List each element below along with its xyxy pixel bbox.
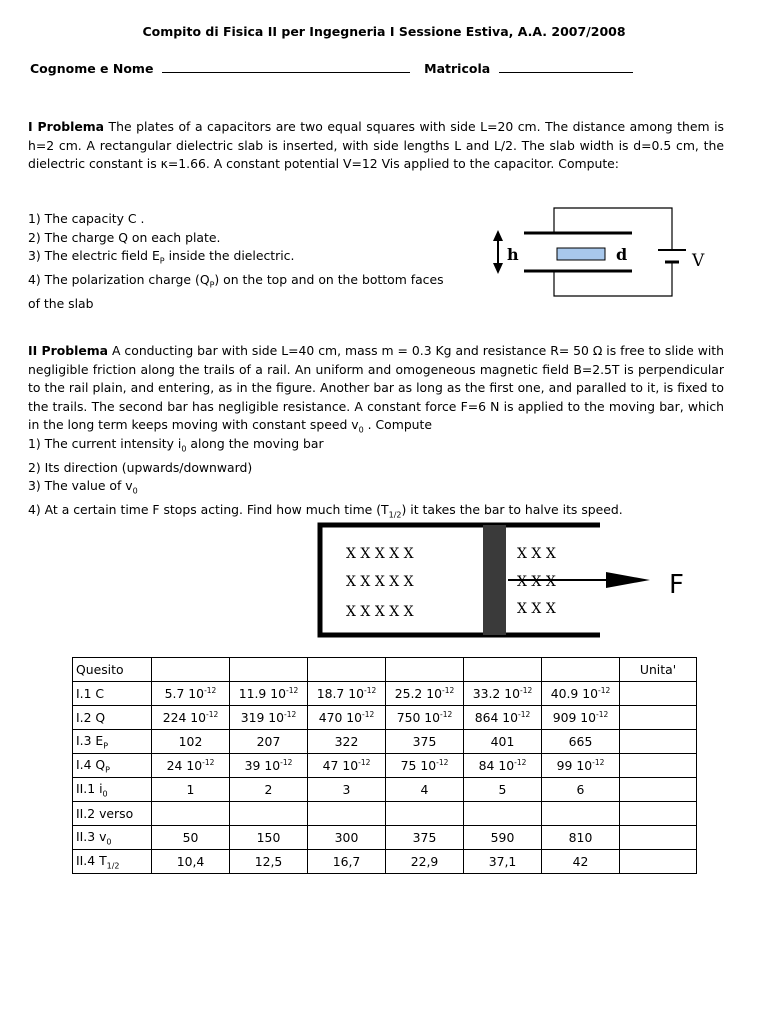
problem2-text: II Problema A conducting bar with side L=40 cm, mass m = 0.3 Kg and resistance R= 50 Ω is free to slide with negligible friction along the trails of a rail. An uniform and omogeneous magnetic field B=2.5T is perpendicular to the rail plain, and entering, as in the figure. Another bar as long as the first one, and paralled to it, is fixed to the trails. The second bar has negligible resistance. A constant force F=6 N is applied to the moving bar, which in the long term keeps moving with constant speed $v_0$ . Compute: [28, 343, 724, 435]
field-row-left-1: X X X X X: [346, 546, 414, 562]
value-cell: 50: [152, 826, 230, 850]
answer-table: [72, 657, 697, 874]
field-row-right-3: X X X: [517, 601, 556, 617]
value-cell: 18.7 $10^{-12}$: [308, 682, 386, 706]
student-info-row: [30, 60, 633, 76]
table-row: [73, 802, 697, 826]
table-header-empty: [464, 658, 542, 682]
unit-cell: [620, 850, 697, 874]
field-row-right-2: X X X: [517, 574, 556, 590]
value-cell: [464, 802, 542, 826]
value-cell: 207: [230, 730, 308, 754]
value-cell: 47 $10^{-12}$: [308, 754, 386, 778]
table-header-empty: [386, 658, 464, 682]
value-cell: 39 $10^{-12}$: [230, 754, 308, 778]
value-cell: 84 $10^{-12}$: [464, 754, 542, 778]
row-label: II.3 $v_0$: [73, 826, 152, 850]
table-header-empty: [308, 658, 386, 682]
problem1-questions: [28, 210, 478, 313]
value-cell: 909 $10^{-12}$: [542, 706, 620, 730]
capacitor-diagram: [486, 200, 726, 304]
name-field[interactable]: [162, 60, 410, 73]
problem1-text: [28, 118, 724, 174]
v-label: V: [692, 251, 705, 271]
d-label: d: [616, 245, 628, 264]
exam-title: Compito di Fisica II per Ingegneria I Sessione Estiva, A.A. 2007/2008: [142, 24, 626, 39]
dielectric-slab: [557, 248, 605, 260]
unit-cell: [620, 778, 697, 802]
problem1-q2: 2) The charge Q on each plate.: [28, 229, 221, 245]
table-row: [73, 706, 697, 730]
problem2-questions: [28, 435, 724, 525]
row-label: II.1 $i_0$: [73, 778, 152, 802]
h-arrow-down: [493, 263, 503, 274]
field-row-right-1: X X X: [517, 546, 556, 562]
problem2-q1: 1) The current intensity $i_0$ along the moving bar: [28, 436, 324, 454]
h-arrow-up: [493, 230, 503, 241]
table-row: [73, 850, 697, 874]
value-cell: [308, 802, 386, 826]
problem2-q4: 4) At a certain time F stops acting. Find how much time $(T_{1/2})$ it takes the bar to halve its speed.: [28, 502, 623, 520]
problem2-q3: 3) The value of $v_0$: [28, 478, 138, 496]
value-cell: 1: [152, 778, 230, 802]
problem1-heading: I Problema: [28, 119, 105, 134]
field-row-left-2: X X X X X: [346, 574, 414, 590]
problem1-q4-line2: of the slab: [28, 295, 94, 311]
table-row: [73, 826, 697, 850]
unit-cell: [620, 802, 697, 826]
problem2-heading: II Problema: [28, 343, 109, 358]
value-cell: 10,4: [152, 850, 230, 874]
value-cell: 150: [230, 826, 308, 850]
value-cell: [542, 802, 620, 826]
rail-diagram: [312, 520, 702, 642]
value-cell: [386, 802, 464, 826]
value-cell: 75 $10^{-12}$: [386, 754, 464, 778]
value-cell: [230, 802, 308, 826]
table-row: [73, 778, 697, 802]
value-cell: 401: [464, 730, 542, 754]
table-header-row: [73, 658, 697, 682]
value-cell: 5: [464, 778, 542, 802]
table-header-empty: [152, 658, 230, 682]
table-header-empty: [230, 658, 308, 682]
problem1-body: The plates of a capacitors are two equal squares with side L=20 cm. The distance among them is h=2 cm. A rectangular dielectric slab is inserted, with side lengths L and L/2. The slab width is d=0.5 cm, the dielectric constant is κ=1.66. A constant potential V=12 Vis applied to the capacitor. Compute:: [28, 119, 724, 171]
name-label: Cognome e Nome: [30, 61, 154, 76]
value-cell: 11.9 $10^{-12}$: [230, 682, 308, 706]
value-cell: 590: [464, 826, 542, 850]
problem1-q3: 3) The electric field $E_P$ inside the dielectric.: [28, 248, 295, 266]
value-cell: 375: [386, 826, 464, 850]
unit-cell: [620, 730, 697, 754]
problem1-q4: 4) The polarization charge $(Q_P)$ on the top and on the bottom faces: [28, 271, 444, 290]
table-header-empty: [542, 658, 620, 682]
value-cell: 42: [542, 850, 620, 874]
row-label: II.4 $T_{1/2}$: [73, 850, 152, 874]
problem2-q2: 2) Its direction (upwards/downward): [28, 459, 253, 475]
value-cell: 24 $10^{-12}$: [152, 754, 230, 778]
value-cell: 33.2 $10^{-12}$: [464, 682, 542, 706]
value-cell: 25.2 $10^{-12}$: [386, 682, 464, 706]
value-cell: 3: [308, 778, 386, 802]
row-label: II.2 verso: [73, 802, 152, 826]
problem2-body: A conducting bar with side L=40 cm, mass m = 0.3 Kg and resistance R= 50 Ω is free to slide with negligible friction along the trails of a rail. An uniform and omogeneous magnetic field B=2.5T is perpendicular to the rail plain, and entering, as in the figure. Another bar as long as the first one, and paralled to it, is fixed to the trails. The second bar has negligible resistance. A constant force F=6 N is applied to the moving bar, which in the long term keeps moving with constant speed v: [28, 343, 724, 432]
value-cell: 40.9 $10^{-12}$: [542, 682, 620, 706]
force-label: F: [669, 570, 684, 600]
value-cell: 750 $10^{-12}$: [386, 706, 464, 730]
value-cell: 665: [542, 730, 620, 754]
value-cell: 300: [308, 826, 386, 850]
field-row-left-3: X X X X X: [346, 604, 414, 620]
unit-cell: [620, 754, 697, 778]
value-cell: 6: [542, 778, 620, 802]
value-cell: 864 $10^{-12}$: [464, 706, 542, 730]
moving-bar: [483, 525, 506, 635]
unit-cell: [620, 682, 697, 706]
value-cell: 319 $10^{-12}$: [230, 706, 308, 730]
value-cell: 810: [542, 826, 620, 850]
problem1-q1: 1) The capacity C .: [28, 211, 145, 226]
unit-cell: [620, 706, 697, 730]
table-header-label: Quesito: [73, 658, 152, 682]
table-row: [73, 730, 697, 754]
value-cell: 322: [308, 730, 386, 754]
value-cell: 470 $10^{-12}$: [308, 706, 386, 730]
value-cell: 224 $10^{-12}$: [152, 706, 230, 730]
row-label: I.3 $E_P$: [73, 730, 152, 754]
value-cell: 16,7: [308, 850, 386, 874]
value-cell: [152, 802, 230, 826]
value-cell: 5.7 $10^{-12}$: [152, 682, 230, 706]
value-cell: 12,5: [230, 850, 308, 874]
value-cell: 102: [152, 730, 230, 754]
h-label: h: [507, 245, 519, 264]
matricola-label: Matricola: [424, 61, 491, 76]
row-label: I.2 Q: [73, 706, 152, 730]
value-cell: 4: [386, 778, 464, 802]
value-cell: 22,9: [386, 850, 464, 874]
unit-cell: [620, 826, 697, 850]
value-cell: 2: [230, 778, 308, 802]
value-cell: 375: [386, 730, 464, 754]
row-label: I.1 C: [73, 682, 152, 706]
value-cell: 99 $10^{-12}$: [542, 754, 620, 778]
matricola-field[interactable]: [499, 60, 633, 73]
table-row: [73, 682, 697, 706]
table-row: [73, 754, 697, 778]
table-header-unit: Unita': [620, 658, 697, 682]
value-cell: 37,1: [464, 850, 542, 874]
row-label: I.4 $Q_P$: [73, 754, 152, 778]
force-arrow-head: [606, 572, 650, 588]
